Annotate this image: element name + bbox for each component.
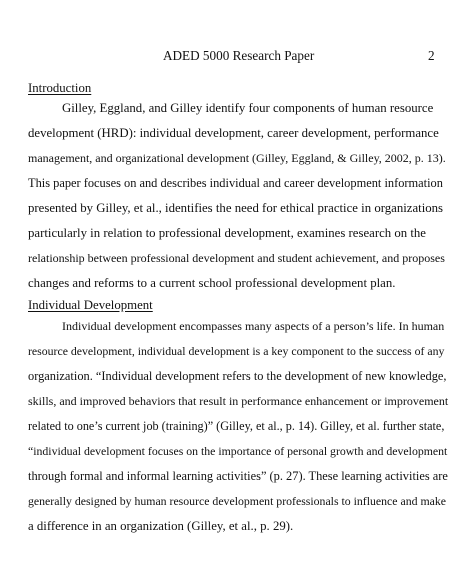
paragraph-line: Gilley, Eggland, and Gilley identify four components of human resource [62, 101, 434, 115]
paragraph-line: organization. “Individual development refers to the development of new knowledge, [28, 369, 447, 383]
paragraph-line: a difference in an organization (Gilley, et al., p. 29). [28, 519, 294, 533]
section-heading-introduction: Introduction [28, 81, 92, 95]
page-number: 2 [428, 48, 435, 63]
paragraph-line: generally designed by human resource development professionals to influence and make [28, 494, 446, 508]
paragraph-line: This paper focuses on and describes individual and career development information [28, 176, 443, 190]
paragraph-line: changes and reforms to a current school professional development plan. [28, 276, 396, 290]
paragraph-line: related to one’s current job (training)” (Gilley, et al., p. 14). Gilley, et al. further state, [28, 419, 445, 433]
paragraph-line: presented by Gilley, et al., identifies the need for ethical practice in organizations [28, 201, 444, 215]
paragraph-line: relationship between professional development and student achievement, and proposes [28, 251, 445, 265]
paragraph-line: management, and organizational development (Gilley, Eggland, & Gilley, 2002, p. 13). [28, 151, 446, 165]
paragraph-line: resource development, individual development is a key component to the success of any [28, 344, 445, 358]
running-title: ADED 5000 Research Paper [163, 48, 315, 63]
section-heading-individual-development: Individual Development [28, 298, 153, 312]
paragraph-line: through formal and informal learning activities” (p. 27). These learning activities are [28, 469, 448, 483]
paragraph-line: particularly in relation to professional development, examines research on the [28, 226, 426, 240]
paragraph-line: skills, and improved behaviors that result in performance enhancement or improvement [28, 394, 449, 408]
paragraph-line: Individual development encompasses many aspects of a person’s life. In human [62, 319, 445, 333]
paragraph-line: “individual development focuses on the importance of personal growth and development [28, 444, 448, 458]
running-head [0, 48, 474, 68]
paragraph-line: development (HRD): individual development, career development, performance [28, 126, 439, 140]
